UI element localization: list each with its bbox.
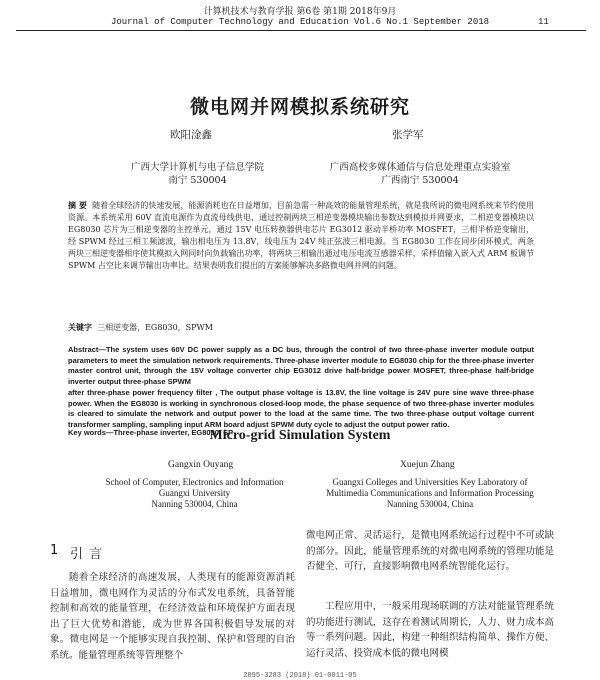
paper-title-en: Micro-grid Simulation System [209, 428, 391, 443]
body-right-column-top [306, 528, 554, 575]
abstract-cn-label: 摘 要 [68, 201, 87, 210]
body-left-column [50, 570, 295, 663]
author-2-name-cn: 张学军 [392, 129, 424, 141]
keywords-cn [68, 322, 534, 334]
section-1-title: 引言 [70, 547, 109, 562]
body-right-column-bottom [306, 599, 554, 661]
body-paragraph: 工程应用中，一般采用现场联调的方法对能量管理系统的功能进行测试，这存在着测试周期长，人力、财力成本高等一系列问题。因此，构建一种组织结构简单、操作方便、运行灵活、投资成本低的微电网模 [306, 601, 554, 659]
author-1-affiliation-cn: 广西大学计算机与电子信息学院 南宁 530004 [130, 162, 264, 186]
page-number: 11 [538, 17, 549, 27]
page-footer: 2095-3283 (2018) 01-0011-05 [243, 672, 357, 680]
body-paragraph: 微电网正常、灵活运行，是微电网系统运行过程中不可或缺的部分。因此，能量管理系统的对微电网系统的管理功能是否健全、可行，直接影响微电网系统智能化运行。 [306, 530, 554, 572]
author-1-affiliation-en: School of Computer, Electronics and Information Guangxi University Nanning 530004, China [105, 477, 284, 509]
keywords-en-text: Three-phase inverter, EG8030, SP [113, 428, 234, 437]
abstract-en-continued [68, 388, 534, 430]
abstract-en-text-2: after three-phase power frequency filter , The output phase voltage is 13.8V, the line voltage is 24V pure sine wave three-phase power. When the EG8030 is working in synchronous closed-loop mode, the phase sequence of two three-phase inverter modules is cleared to simulate the network and output power to the load at the same time. The two three-phase output voltage current transformer sampling, sampling input ARM board adjust SPWM duty cycle to adjust the output power ratio. [68, 388, 534, 429]
header-rule [16, 30, 586, 31]
keywords-cn-text: 三相逆变器，EG8030，SPWM [97, 323, 213, 332]
keywords-cn-label: 关键字 [68, 323, 92, 332]
keywords-en [68, 428, 534, 439]
paper-title-cn: 微电网并网模拟系统研究 [189, 96, 410, 118]
author-1-name-cn: 欧阳淦鑫 [170, 129, 212, 141]
journal-header-en: Journal of Computer Technology and Education Vol.6 No.1 September 2018 [110, 17, 490, 27]
section-1-number: 1 [50, 543, 59, 558]
abstract-en-label: Abstract— [68, 345, 106, 354]
author-1-name-en: Gangxin Ouyang [168, 460, 234, 470]
keywords-en-label: Key words— [68, 428, 114, 437]
abstract-cn [68, 200, 534, 272]
body-paragraph: 随着全球经济的高速发展，人类现有的能源资源消耗日益增加，微电网作为灵活的分布式发电系统，具备智能控制和高效的能量管理，在经济效益和环境保护方面表现出了巨大优势和潜能，成为世界各国积极倡导发展的对象。微电网是一个能够实现自我控制、保护和管理的自治系统。能量管理系统等管理整个 [50, 572, 295, 661]
journal-header-cn: 计算机技术与教育学报 第6卷 第1期 2018年9月 [203, 7, 397, 17]
author-2-affiliation-cn: 广西高校多媒体通信与信息处理重点实验室 广西南宁 530004 [329, 162, 511, 186]
author-2-affiliation-en: Guangxi Colleges and Universities Key Laboratory of Multimedia Communications and Information Processing Nanning 530004, China [326, 477, 534, 509]
author-2-name-en: Xuejun Zhang [400, 460, 455, 470]
abstract-cn-text: 随着全球经济的快速发展，能源消耗也在日益增加，目前急需一种高效的能量管理系统，就是我所说的微电网系统来节约使用资源。本系统采用 60V 直流电源作为直流母线供电，通过控制两块三相逆变器模块输出参数达到模拟并网要求，二相逆变器模块以 EG8030 芯片为三相逆变器的主控单元，通过 15V 电压转换器供电芯片 EG3012 驱动半桥功率 MOSFET，三相半桥逆变输出，经 SPWM 经过三相工频滤波，输出相电压为 13.8V，线电压为 24V 纯正弦波三相电源。当 EG8030 工作在同步闭环模式，两条两块三相逆变器相序使其模拟入网同时向负载输出功率，将两块三相输出通过电压电流互感器采样，采样值输入嵌入式 ARM 板调节 SPWM 占空比来调节输出功率比。结果表明我们提出的方案能够解决多路微电网并网的问题。 [68, 201, 535, 270]
abstract-en-text-1: The system uses 60V DC power supply as a DC bus, through the control of two three-phase inverter module output parameters to meet the simulation network requirements. Three-phase inverter module to EG8030 chip for the three-phase inverter master control unit, through the 15V voltage converter chip EG3012 drive half-bridge power MOSFET, three-phase half-bridge inverter output three-phase SPWM [68, 345, 534, 386]
abstract-en [68, 345, 534, 387]
